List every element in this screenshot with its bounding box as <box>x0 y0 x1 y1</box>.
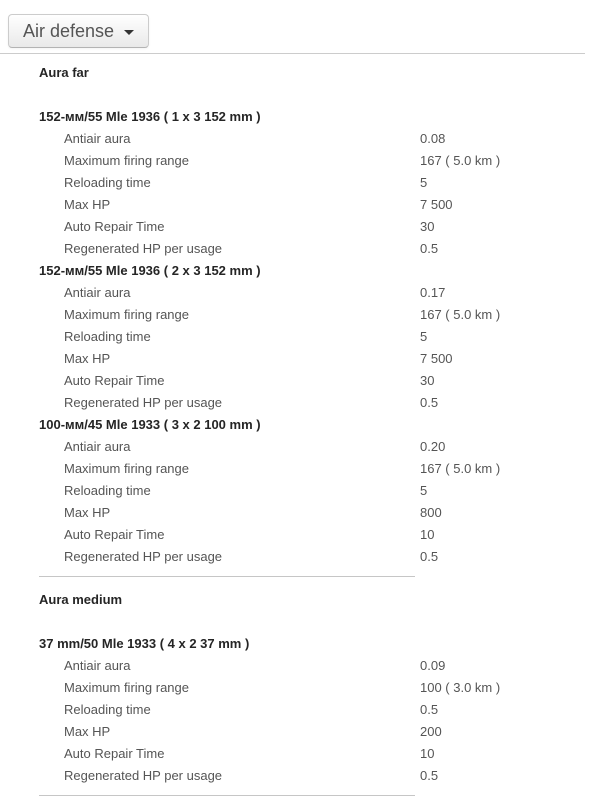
stat-label: Antiair aura <box>64 131 131 146</box>
stat-value: 0.08 <box>420 131 446 146</box>
stat-value: 0.5 <box>420 768 439 783</box>
caret-down-icon <box>124 30 134 35</box>
stat-value: 167 ( 5.0 km ) <box>420 461 501 476</box>
stat-row <box>39 655 616 677</box>
bottom-divider <box>39 795 415 796</box>
stat-label: Max HP <box>64 197 111 212</box>
stat-row <box>39 699 616 721</box>
stat-value: 5 <box>420 175 428 190</box>
stat-value: 7 500 <box>420 351 453 366</box>
stat-label: Auto Repair Time <box>64 746 165 761</box>
stat-value: 0.5 <box>420 241 439 256</box>
section-aura-medium <box>39 589 616 787</box>
stat-row <box>39 370 616 392</box>
stat-value: 0.5 <box>420 395 439 410</box>
toolbar <box>0 0 616 48</box>
top-divider <box>0 53 585 54</box>
stat-label: Maximum firing range <box>64 153 189 168</box>
stat-row <box>39 436 616 458</box>
stat-value: 800 <box>420 505 442 520</box>
stat-value: 167 ( 5.0 km ) <box>420 153 501 168</box>
stat-row <box>39 326 616 348</box>
section-divider <box>39 576 415 577</box>
stat-value: 0.17 <box>420 285 446 300</box>
weapon-name: 37 mm/50 Mle 1933 ( 4 x 2 37 mm ) <box>39 636 250 651</box>
stat-row <box>39 458 616 480</box>
stat-label: Antiair aura <box>64 285 131 300</box>
section-title: Aura medium <box>39 592 123 607</box>
stat-label: Regenerated HP per usage <box>64 395 223 410</box>
stat-value: 100 ( 3.0 km ) <box>420 680 501 695</box>
weapon-name: 152-мм/55 Mle 1936 ( 1 x 3 152 mm ) <box>39 109 261 124</box>
stat-label: Regenerated HP per usage <box>64 768 223 783</box>
stat-row <box>39 721 616 743</box>
dropdown-label: Air defense <box>23 21 115 41</box>
stat-row <box>39 172 616 194</box>
section-aura-far <box>39 62 616 568</box>
stat-row <box>39 238 616 260</box>
stat-value: 5 <box>420 483 428 498</box>
stat-row <box>39 546 616 568</box>
stat-label: Regenerated HP per usage <box>64 241 223 256</box>
stat-value: 0.5 <box>420 702 439 717</box>
stat-label: Antiair aura <box>64 658 131 673</box>
stat-label: Reloading time <box>64 329 151 344</box>
stat-label: Max HP <box>64 505 111 520</box>
stat-row <box>39 392 616 414</box>
stat-value: 10 <box>420 527 435 542</box>
weapon-block <box>39 260 616 414</box>
stat-value: 167 ( 5.0 km ) <box>420 307 501 322</box>
stat-row <box>39 502 616 524</box>
stat-value: 0.09 <box>420 658 446 673</box>
stat-label: Antiair aura <box>64 439 131 454</box>
stat-value: 30 <box>420 373 435 388</box>
stat-row <box>39 765 616 787</box>
stat-label: Maximum firing range <box>64 680 189 695</box>
stat-row <box>39 480 616 502</box>
stat-label: Max HP <box>64 351 111 366</box>
stat-row <box>39 743 616 765</box>
section-title: Aura far <box>39 65 89 80</box>
weapon-name: 100-мм/45 Mle 1933 ( 3 x 2 100 mm ) <box>39 417 261 432</box>
stat-label: Reloading time <box>64 175 151 190</box>
stat-row <box>39 216 616 238</box>
stat-label: Maximum firing range <box>64 307 189 322</box>
stat-value: 0.5 <box>420 549 439 564</box>
stat-value: 5 <box>420 329 428 344</box>
stat-row <box>39 304 616 326</box>
air-defense-panel <box>39 62 616 796</box>
stat-row <box>39 194 616 216</box>
stat-label: Reloading time <box>64 483 151 498</box>
stat-value: 200 <box>420 724 442 739</box>
stat-label: Auto Repair Time <box>64 219 165 234</box>
weapon-name: 152-мм/55 Mle 1936 ( 2 x 3 152 mm ) <box>39 263 261 278</box>
stat-label: Regenerated HP per usage <box>64 549 223 564</box>
stat-row <box>39 524 616 546</box>
air-defense-dropdown-button[interactable] <box>8 14 149 48</box>
stat-row <box>39 128 616 150</box>
stat-label: Max HP <box>64 724 111 739</box>
stat-row <box>39 348 616 370</box>
stat-row <box>39 150 616 172</box>
stat-label: Maximum firing range <box>64 461 189 476</box>
stat-value: 10 <box>420 746 435 761</box>
stat-row <box>39 282 616 304</box>
stat-label: Auto Repair Time <box>64 373 165 388</box>
stat-label: Auto Repair Time <box>64 527 165 542</box>
stat-label: Reloading time <box>64 702 151 717</box>
weapon-block <box>39 414 616 568</box>
weapon-block <box>39 633 616 787</box>
weapon-block <box>39 106 616 260</box>
stat-row <box>39 677 616 699</box>
stat-value: 30 <box>420 219 435 234</box>
stat-value: 0.20 <box>420 439 446 454</box>
stat-value: 7 500 <box>420 197 453 212</box>
